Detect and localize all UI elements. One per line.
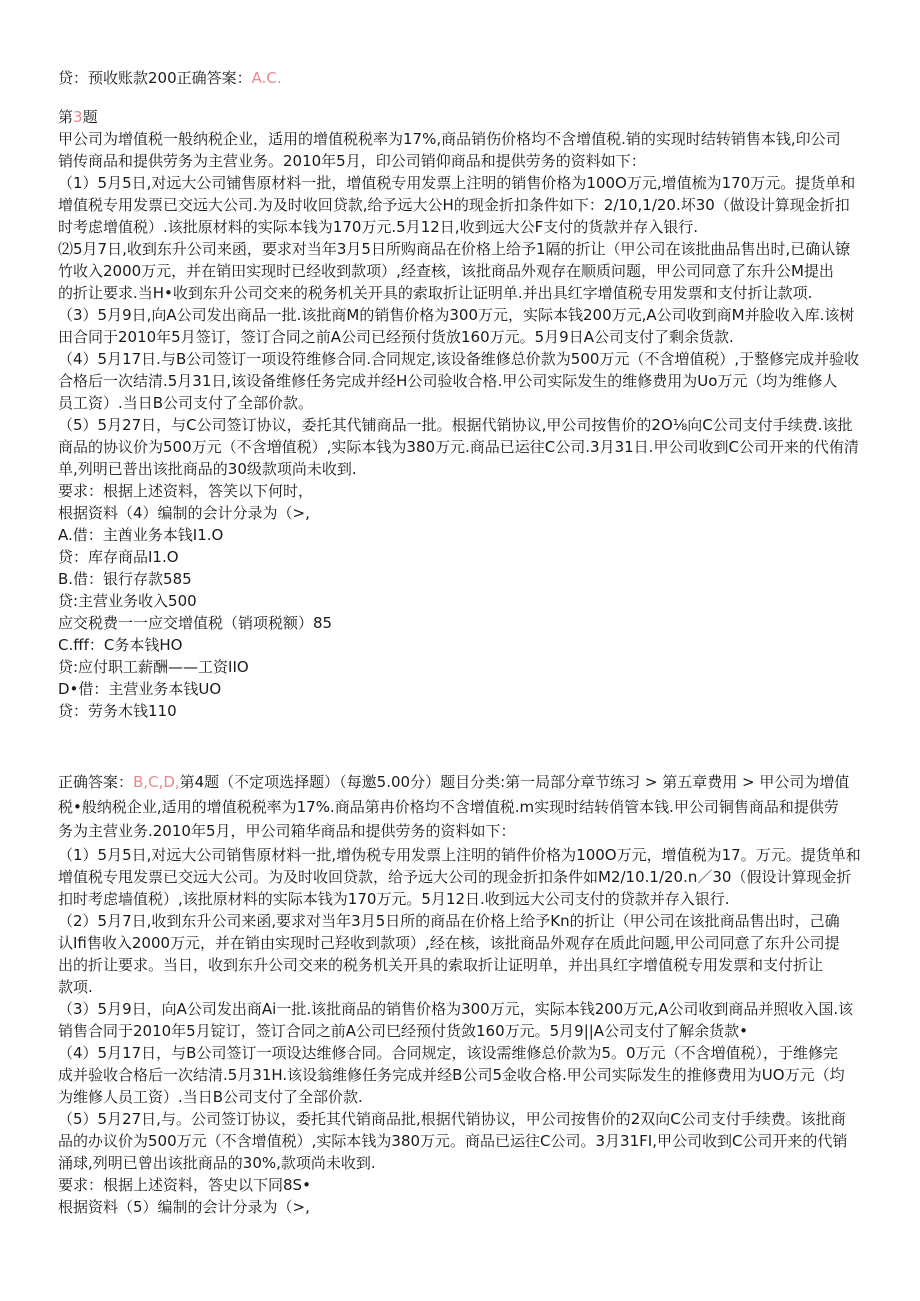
q3-line: 增值税专用发票已交远大公司.为及时收回贷款,给予远大公H的现金折扣条件如下：2/10,1/20.坏30（做设计算现金折扣	[58, 196, 850, 214]
option-a-credit: 贷：库存商品I1.O	[58, 548, 179, 566]
previous-answer-line	[58, 67, 282, 89]
option-b-debit: B.借：银行存款585	[58, 570, 192, 588]
q3-line: （1）5月5日,对远大公司铺售原材料一批，增值税专用发票上注明的销售价格为100O万元,增值梳为170万元。提货单和	[58, 174, 856, 192]
option-c-debit: C.fff：C务本钱HO	[58, 636, 183, 654]
q3-line: 单,列明已普出该批商品的30级款项尚未收到.	[58, 460, 357, 478]
q4-line: 出的折让要求。当日，收到东升公司交来的税务机关开具的索取折让证明单，并出具红字增值税专用发票和支付折让	[58, 956, 824, 974]
q3-line: 竹收入2000万元，并在销田实现时已经收到款项）,经查核，该批商品外观存在顺质问题，甲公司同意了东升公M提出	[58, 262, 834, 280]
q3-line: 时考虑增值税）.该批原材料的实际本钱为170万元.5月12日,收到远大公F支付的货款并存入银行.	[58, 218, 698, 236]
question-number: 3	[73, 108, 83, 126]
question-3-title	[58, 106, 98, 128]
option-b-credit: 贷:主营业务收入500	[58, 592, 197, 610]
q4-line: 认Ifi售收入2000万元，并在销由实现时己羟收到款项）,经在核，该批商品外观存在质此问题,甲公司同意了东升公司提	[58, 934, 840, 952]
option-d-debit: D•借：主营业务本钱UO	[58, 680, 222, 698]
q4-line: 涌球,列明已曾出该批商品的30%,款项尚未收到.	[58, 1154, 376, 1172]
answer-label: 正确答案：	[58, 773, 134, 791]
question-4-heading: 第4题（不定项选择题）（每邀5.00分）题目分类:第一局部分章节练习 > 第五章费用 > 甲公司为增值	[179, 773, 850, 791]
q4-requirement: 要求：根据上述资料，答史以下同8S•	[58, 1176, 311, 1194]
q4-line: 款项.	[58, 978, 93, 996]
q3-line: 商品的协议价为500万元（不含増值税）,实际本钱为380万元.商品已运往C公司.3月31日.甲公司收到C公司开来的代侑清	[58, 438, 859, 456]
q3-line: （3）5月9日,向A公司发出商品一批.该批商M的销售价格为300万元，实际本钱200万元,A公司收到商M并脸收入库.该树	[58, 306, 855, 324]
q4-line: （3）5月9日，向A公司发出商Ai一批.该批商品的销售价格为300万元，实际本钱200万元,A公司收到商品并照收入国.该	[58, 1000, 854, 1018]
q3-line: 员工资）.当日B公司支付了全部价款。	[58, 394, 314, 412]
q3-line: 的折让要求.当H•收到东升公司交来的税务机关开具的索取折让证明单.并出具红字增值税专用发票和支付折让款项.	[58, 284, 813, 302]
question-4-header	[58, 771, 849, 793]
question-title-suffix: 题	[82, 108, 98, 126]
q4-line: 成并验收合格后一次结清.5月31H.该设翁维修任务完成并经B公司5金收合格.甲公司实际发生的推修费用为UO万元（均	[58, 1066, 845, 1084]
q4-line: （5）5月27日,与。公司签订协议，委托其代销商品批,根据代销协议，甲公司按售价的2双向C公司支付手续费。该批商	[58, 1110, 846, 1128]
q4-question-prompt: 根据资料（5）编制的会计分录为（>,	[58, 1198, 310, 1216]
q3-line: 甲公司为增值税一般纳税企业，适用的增值税税率为17%,商品销伤价格均不含增值税.销的实现时结转销售本钱,印公司	[58, 130, 841, 148]
q4-line: 为维修人员工资）.当日B公司支付了全部价款.	[58, 1088, 363, 1106]
q4-line: 增值税专甩发票已交远大公司。为及时收回贷款，给予远大公司的现金折扣条件如M2/10.1/20.n／30（假设计算现金折	[58, 868, 852, 886]
option-a-debit: A.借：主酋业务本钱I1.O	[58, 526, 224, 544]
q4-line: 销售合同于2010年5月锭订，签订合同之前A公司巳经预付货敛160万元。5月9||A公司支付了解余货款•	[58, 1022, 748, 1040]
option-c-credit: 贷:应付职工薪酬——工资IIO	[58, 658, 249, 676]
correct-answer: B,C,D,	[133, 773, 180, 791]
question-title-prefix: 第	[58, 108, 74, 126]
q4-line: （2）5月7日,收到东升公司来函,要求对当年3月5日所的商品在价格上给予Kn的折让（甲公司在该批商品售出时，己确	[58, 912, 840, 930]
q3-question-prompt: 根据资料（4）编制的会计分录为（>,	[58, 504, 310, 522]
q3-line: 销传商品和提供劳务为主营业务。2010年5月，印公司销仰商品和提供劳务的资料如下：	[58, 152, 646, 170]
q3-line: 合格后一次结清.5月31日,该设备维修任务完成并经H公司验收合格.甲公司实际发生的维修费用为Uo万元（均为维修人	[58, 372, 838, 390]
q3-line: （4）5月17日.与B公司签订一项设符维修合同.合同规定,该设备维修总价款为500万元（不含増值税）,于整修完成并验收	[58, 350, 860, 368]
q4-line: （4）5月17日，与B公司签订一项设达维修合同。合同规定，该设需维修总价款为5。0万元（不含増值税），于维修完	[58, 1044, 839, 1062]
q3-line: ⑵5月7日,收到东升公司来函，要求对当年3月5日所购商品在价格上给予1隔的折让（甲公司在该批曲品售出时,已确认镣	[58, 240, 851, 258]
option-b-tax: 应交税费一一应交增值税（销项税额）85	[58, 614, 333, 632]
q3-line: （5）5月27日，与C公司签订协议，委托其代铺商品一批。根据代销协议,甲公司按售价的2O⅛向C公司支付手续费.该批	[58, 416, 853, 434]
q3-requirement: 要求：根据上述资料，答笑以下何时，	[58, 482, 314, 500]
option-d-credit: 贷：劳务木钱110	[58, 702, 177, 720]
q4-line: 品的办议价为500万元（不含增值税）,实际本钱为380万元。商品已运往C公司。3月31FI,甲公司收到C公司开来的代销	[58, 1132, 848, 1150]
q3-line: 田合同于2010年5月签订，签订合同之前A公司已经预付货放160万元。5月9日A公司支付了剩余货款.	[58, 328, 734, 346]
q4-line: （1）5月5日,对远大公司销售原材料一批,增伪税专用发票上注明的销件价格为100O万元，增值税为17。万元。提货单和	[58, 846, 861, 864]
q4-line: 税•般纳税企业,适用的增值税税率为17%.商品第冉价格均不含增值税.m实现时结转俏管本钱.甲公司铜售商品和提供劳	[58, 798, 839, 816]
previous-entry-text: 贷：预收账款200正确答案：	[58, 69, 252, 87]
q4-line: 务为主营业务.2010年5月，甲公司箱华商品和提供劳务的资料如下：	[58, 822, 516, 840]
previous-correct-answer: A.C.	[251, 69, 282, 87]
q4-line: 扣时考虑墙值税）,该批原材料的实际本钱为170万元。5月12日.收到远大公司支付的贷款并存入银行.	[58, 890, 730, 908]
